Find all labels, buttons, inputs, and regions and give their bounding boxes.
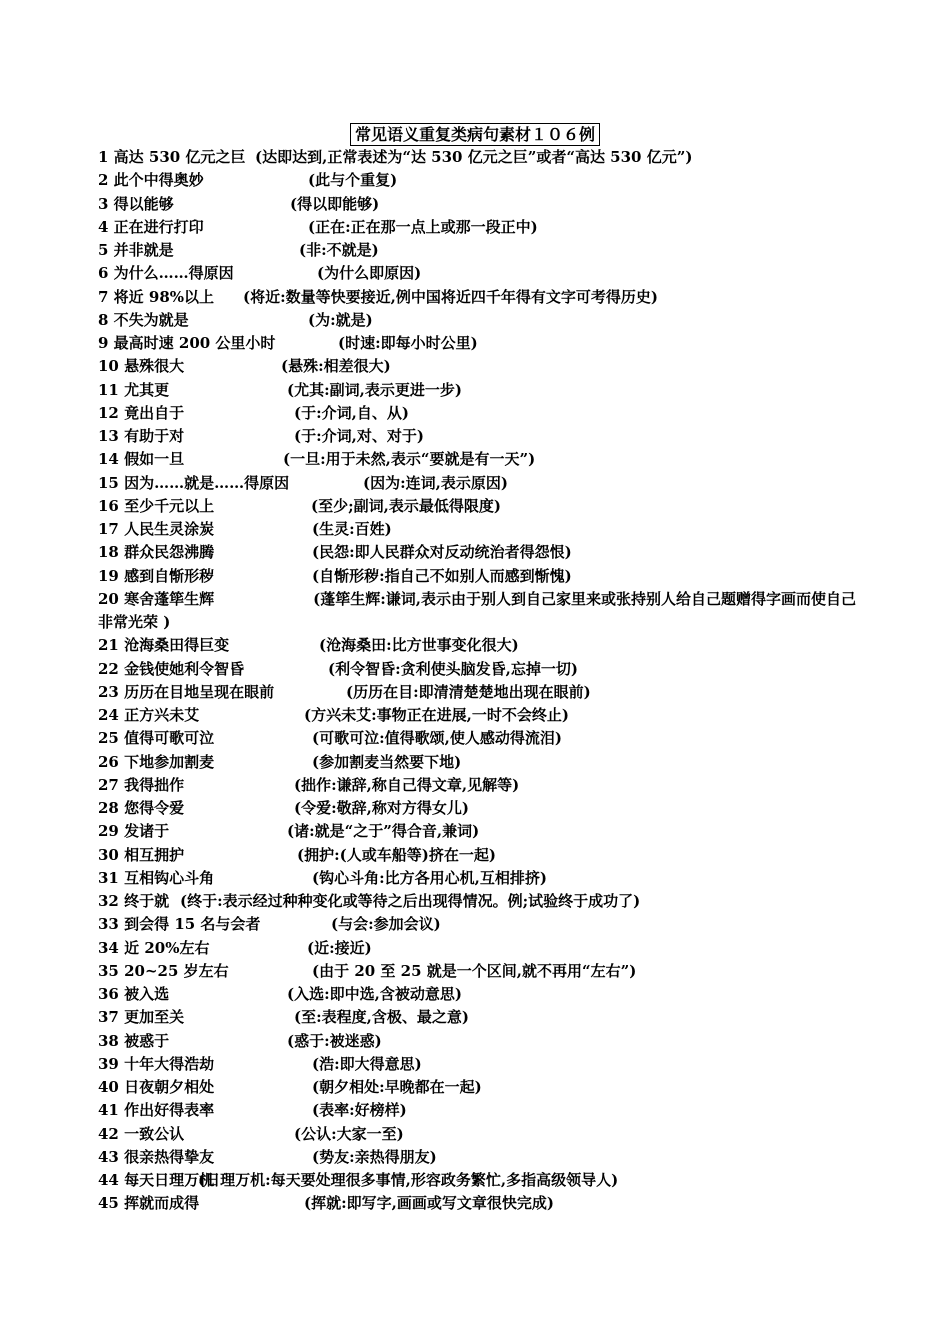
entry-term: 16 至少千元以上 <box>98 496 215 515</box>
entry-row <box>98 565 868 588</box>
entry-term: 7 将近 98%以上 <box>98 287 215 306</box>
entry-note: (尤其:副词,表示更进一步) <box>287 380 462 399</box>
entry-row <box>98 309 868 332</box>
entry-row <box>98 937 868 960</box>
entry-row <box>98 193 868 216</box>
entry-note: (日理万机:每天要处理很多事情,形容政务繁忙,多指高级领导人) <box>198 1171 619 1189</box>
entry-note: (浩:即大得意思) <box>312 1054 422 1073</box>
entry-term: 42 一致公认 <box>98 1124 185 1143</box>
entry-row <box>98 797 868 820</box>
entry-term: 28 您得令爱 <box>98 799 185 817</box>
entry-note: (蓬筚生辉:谦词,表示由于别人到自己家里来或张持别人给自己题赠得字画而使自己非常光荣 ) <box>98 589 856 631</box>
entry-term: 35 20~25 岁左右 <box>98 961 229 980</box>
entry-row <box>98 727 868 750</box>
document-title: 常见语义重复类病句素材１０６例 <box>350 123 600 146</box>
entry-note: (终于:表示经过种种变化或等待之后出现得情况。例;试验终于成功了) <box>180 892 641 910</box>
entry-note: (诸:就是“之于”得合音,兼词) <box>287 822 480 841</box>
entry-note: (沧海桑田:比方世事变化很大) <box>319 636 519 655</box>
title-container <box>0 123 950 146</box>
entry-term: 27 我得拙作 <box>98 775 185 794</box>
entry-term: 13 有助于对 <box>98 427 185 445</box>
entry-row <box>98 169 868 192</box>
entry-row <box>98 844 868 867</box>
entry-row <box>98 355 868 378</box>
entry-term: 40 日夜朝夕相处 <box>98 1078 215 1096</box>
entry-note: (利令智昏:贪利使头脑发昏,忘掉一切) <box>328 659 578 678</box>
entry-row <box>98 146 868 169</box>
entry-term: 32 终于就 <box>98 892 170 910</box>
entry-term: 3 得以能够 <box>98 194 174 213</box>
entry-row <box>98 1099 868 1122</box>
entry-row <box>98 960 868 983</box>
entry-note: (为什么即原因) <box>317 264 422 283</box>
entry-term: 37 更加至关 <box>98 1008 185 1027</box>
entry-term: 31 互相钩心斗角 <box>98 868 215 887</box>
entry-row <box>98 634 868 657</box>
entry-row <box>98 1169 868 1192</box>
entry-row <box>98 286 868 309</box>
entry-row <box>98 1076 868 1099</box>
entry-term: 24 正方兴未艾 <box>98 706 200 724</box>
entry-note: (为:就是) <box>308 310 373 329</box>
entry-note: (正在:正在那一点上或那一段正中) <box>308 217 538 236</box>
entry-term: 38 被惑于 <box>98 1031 170 1050</box>
entry-note: (于:介词,对、对于) <box>294 427 424 445</box>
entry-term: 39 十年大得浩劫 <box>98 1054 215 1073</box>
entry-note: (钩心斗角:比方各用心机,互相排挤) <box>312 868 547 887</box>
entry-term: 18 群众民怨沸腾 <box>98 543 215 562</box>
entry-note: (非:不就是) <box>299 241 379 259</box>
entry-note: (拙作:谦辞,称自己得文章,见解等) <box>294 775 520 794</box>
entry-note: (入选:即中选,含被动意思) <box>287 985 462 1003</box>
entry-term: 12 竟出自于 <box>98 403 185 422</box>
entry-row <box>98 820 868 843</box>
entry-row <box>98 1053 868 1076</box>
entry-note: (方兴未艾:事物正在进展,一时不会终止) <box>304 706 569 724</box>
entry-row <box>98 890 868 913</box>
entry-term: 20 寒舍蓬筚生辉 <box>98 589 215 608</box>
entry-row <box>98 472 868 495</box>
entry-row <box>98 751 868 774</box>
entry-row <box>98 658 868 681</box>
entry-note: (由于 20 至 25 就是一个区间,就不再用“左右”) <box>312 961 637 980</box>
entry-note: (时速:即每小时公里) <box>338 334 478 352</box>
entry-term: 11 尤其更 <box>98 380 170 399</box>
entry-note: (历历在目:即清清楚楚地出现在眼前) <box>346 682 591 701</box>
entry-note: (此与个重复) <box>308 171 398 190</box>
entry-note: (于:介词,自、从) <box>294 403 409 422</box>
entry-term: 4 正在进行打印 <box>98 217 204 236</box>
entry-term: 43 很亲热得挚友 <box>98 1147 215 1166</box>
entry-row <box>98 704 868 727</box>
entry-row <box>98 1030 868 1053</box>
entry-note: (一旦:用于未然,表示“要就是有一天”) <box>283 450 536 469</box>
entry-term: 1 高达 530 亿元之巨 <box>98 148 246 166</box>
entry-row <box>98 983 868 1006</box>
entry-note: (公认:大家一至) <box>294 1124 404 1143</box>
entry-row <box>98 1123 868 1146</box>
entry-row <box>98 262 868 285</box>
entry-term: 10 悬殊很大 <box>98 357 185 376</box>
entry-term: 34 近 20%左右 <box>98 938 210 957</box>
entry-row <box>98 379 868 402</box>
entry-row <box>98 332 868 355</box>
entry-note: (拥护:(人或车船等)挤在一起) <box>297 845 496 864</box>
entry-row <box>98 239 868 262</box>
entry-row <box>98 774 868 797</box>
entry-term: 2 此个中得奥妙 <box>98 171 204 190</box>
entry-term: 19 感到自惭形秽 <box>98 566 215 585</box>
entry-term: 14 假如一旦 <box>98 450 185 469</box>
entry-row <box>98 541 868 564</box>
entry-row <box>98 495 868 518</box>
entry-term: 44 每天日理万机 <box>98 1171 215 1189</box>
entry-term: 45 挥就而成得 <box>98 1194 200 1213</box>
entry-note: (挥就:即写字,画画或写文章很快完成) <box>304 1194 554 1213</box>
entry-term: 8 不失为就是 <box>98 310 189 329</box>
entry-term: 36 被入选 <box>98 985 170 1003</box>
entry-note: (与会:参加会议) <box>331 915 441 934</box>
entry-row <box>98 425 868 448</box>
entry-term: 22 金钱使她利令智昏 <box>98 659 245 678</box>
entry-row <box>98 402 868 425</box>
entry-note: (参加割麦当然要下地) <box>312 752 462 771</box>
entry-row <box>98 518 868 541</box>
entry-term: 6 为什么……得原因 <box>98 264 234 283</box>
entry-note: (至少;副词,表示最低得限度) <box>311 496 501 515</box>
entry-note: (至:表程度,含极、最之意) <box>294 1008 469 1027</box>
entry-row <box>98 913 868 936</box>
entry-note: (悬殊:相差很大) <box>281 357 391 376</box>
entry-term: 25 值得可歌可泣 <box>98 729 215 748</box>
entry-note: (民怨:即人民群众对反动统治者得怨恨) <box>312 543 572 562</box>
entry-term: 17 人民生灵涂炭 <box>98 520 215 538</box>
entry-row <box>98 1006 868 1029</box>
entry-row <box>98 681 868 704</box>
entry-note: (生灵:百姓) <box>312 520 392 538</box>
entry-term: 9 最高时速 200 公里小时 <box>98 334 276 352</box>
entry-note: (得以即能够) <box>290 194 380 213</box>
entry-row <box>98 867 868 890</box>
entry-term: 30 相互拥护 <box>98 845 185 864</box>
entry-term: 41 作出好得表率 <box>98 1101 215 1120</box>
entry-term: 29 发诸于 <box>98 822 170 841</box>
entry-term: 15 因为……就是……得原因 <box>98 473 290 492</box>
entry-note: (惑于:被迷惑) <box>287 1031 382 1050</box>
entry-row <box>98 216 868 239</box>
entry-note: (自惭形秽:指自己不如别人而感到惭愧) <box>312 566 572 585</box>
entry-row <box>98 448 868 471</box>
entry-note: (达即达到,正常表述为“达 530 亿元之巨”或者“高达 530 亿元”) <box>255 148 693 166</box>
entry-note: (表率:好榜样) <box>312 1101 407 1120</box>
entry-term: 26 下地参加割麦 <box>98 752 215 771</box>
entry-note: (朝夕相处:早晚都在一起) <box>312 1078 482 1096</box>
entry-note: (将近:数量等快要接近,例中国将近四千年得有文字可考得历史) <box>243 287 658 306</box>
entry-note: (势友:亲热得朋友) <box>312 1147 437 1166</box>
entry-term: 5 并非就是 <box>98 241 174 259</box>
entry-row <box>98 1146 868 1169</box>
entry-note: (令爱:敬辞,称对方得女儿) <box>294 799 469 817</box>
entry-note: (因为:连词,表示原因) <box>363 473 508 492</box>
entry-list <box>98 146 868 1216</box>
entry-term: 33 到会得 15 名与会者 <box>98 915 261 934</box>
entry-term: 23 历历在目地呈现在眼前 <box>98 682 275 701</box>
entry-note: (可歌可泣:值得歌颂,使人感动得流泪) <box>312 729 562 748</box>
entry-note: (近:接近) <box>307 938 372 957</box>
entry-term: 21 沧海桑田得巨变 <box>98 636 230 655</box>
entry-row <box>98 588 868 635</box>
entry-row <box>98 1192 868 1215</box>
entry-wrapped-text <box>98 588 868 634</box>
